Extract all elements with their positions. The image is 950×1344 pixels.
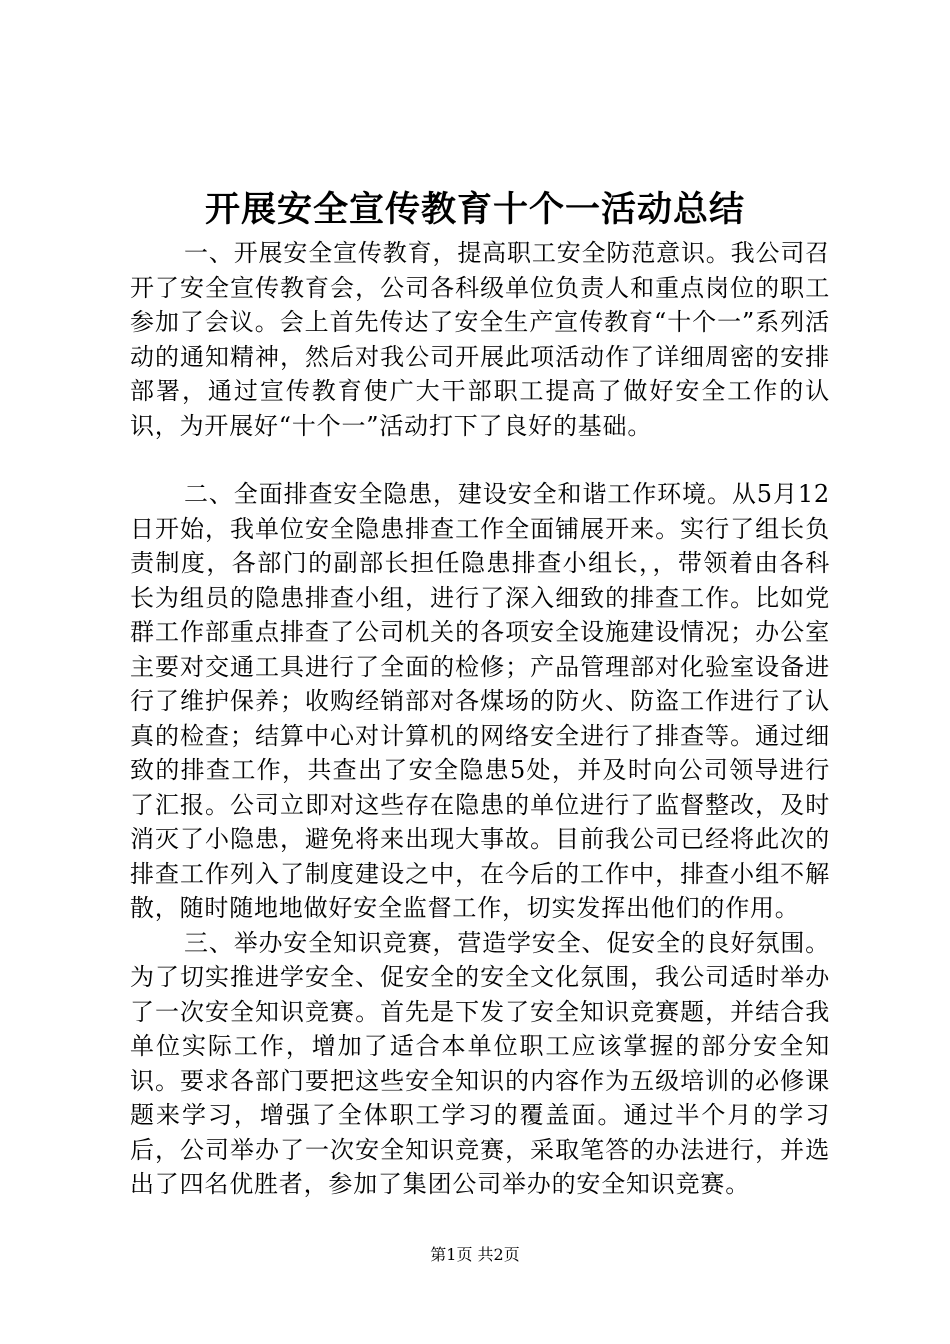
- page-number-footer: 第1页 共2页: [430, 1245, 520, 1264]
- paragraph-1: 一、开展安全宣传教育，提高职工安全防范意识。我公司召开了安全宣传教育会，公司各科级单位负责人和重点岗位的职工参加了会议。会上首先传达了安全生产宣传教育“十个一”系列活动的通知精神，然后对我公司开展此项活动作了详细周密的安排部署，通过宣传教育使广大干部职工提高了做好安全工作的认识，为开展好“十个一”活动打下了良好的基础。: [130, 239, 830, 440]
- document-title: 开展安全宣传教育十个一活动总结: [204, 189, 745, 230]
- document-body: [130, 236, 830, 1202]
- paragraph-2: 二、全面排查安全隐患，建设安全和谐工作环境。从5月12日开始，我单位安全隐患排查工作全面铺展开来。实行了组长负责制度，各部门的副部长担任隐患排查小组长，，带领着由各科长为组员的隐患排查小组，进行了深入细致的排查工作。比如党群工作部重点排查了公司机关的各项安全设施建设情况；办公室主要对交通工具进行了全面的检修；产品管理部对化验室设备进行了维护保养；收购经销部对各煤场的防火、防盗工作进行了认真的检查；结算中心对计算机的网络安全进行了排查等。通过细致的排查工作，共查出了安全隐患5处，并及时向公司领导进行了汇报。公司立即对这些存在隐患的单位进行了监督整改，及时消灭了小隐患，避免将来出现大事故。目前我公司已经将此次的排查工作列入了制度建设之中，在今后的工作中，排查小组不解散，随时随地地做好安全监督工作，切实发挥出他们的作用。: [130, 480, 830, 922]
- paragraph-spacer: [130, 443, 830, 477]
- paragraph-3: 三、举办安全知识竞赛，营造学安全、促安全的良好氛围。为了切实推进学安全、促安全的安全文化氛围，我公司适时举办了一次安全知识竞赛。首先是下发了安全知识竞赛题，并结合我单位实际工作，增加了适合本单位职工应该掌握的部分安全知识。要求各部门要把这些安全知识的内容作为五级培训的必修课题来学习，增强了全体职工学习的覆盖面。通过半个月的学习后，公司举办了一次安全知识竞赛，采取笔答的办法进行，并选出了四名优胜者，参加了集团公司举办的安全知识竞赛。: [130, 928, 830, 1198]
